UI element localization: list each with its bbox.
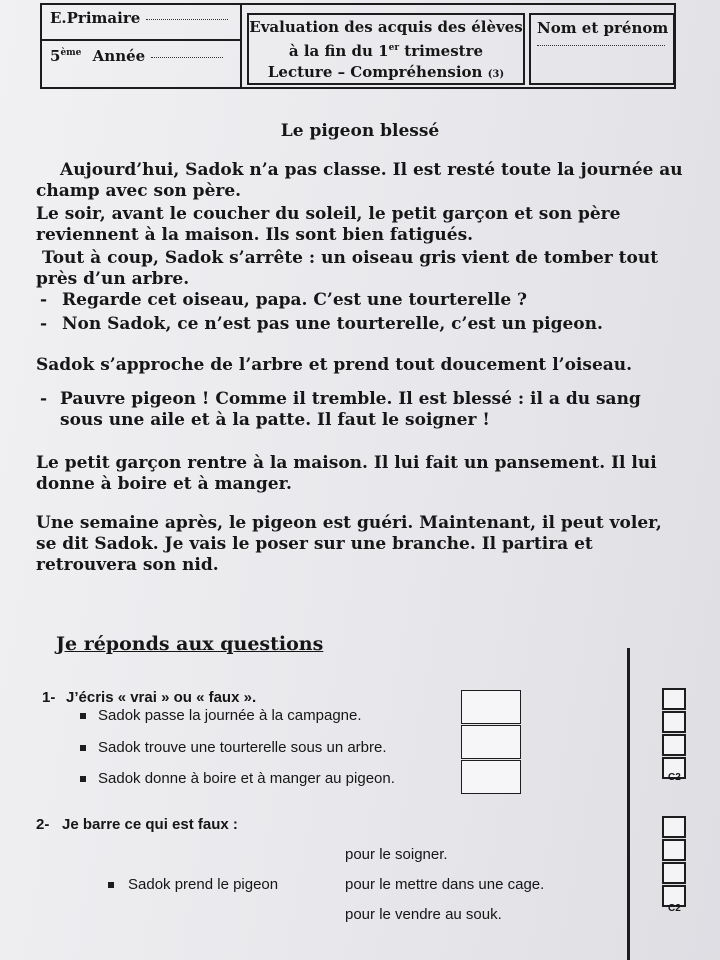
paragraph-2: Le soir, avant le coucher du soleil, le petit garçon et son père reviennent à la maison. Ils sont bien fatigués. (36, 204, 621, 245)
eval-line-2 (249, 38, 523, 62)
q2-option-3[interactable]: pour le vendre au souk. (345, 906, 502, 923)
school-label: E.Primaire (50, 9, 141, 27)
answer-box-1[interactable] (461, 690, 521, 724)
grade-label: Année (92, 47, 146, 65)
dialogue-dash: - (40, 314, 48, 334)
paragraph-4: Sadok s’approche de l’arbre et prend tout doucement l’oiseau. (36, 355, 633, 375)
grade-field[interactable] (151, 57, 223, 58)
margin-divider (627, 648, 630, 960)
answer-box-2[interactable] (461, 725, 521, 759)
name-field[interactable] (537, 45, 665, 46)
question-1-number: 1- (42, 689, 56, 706)
paragraph-6: Une semaine après, le pigeon est guéri. Maintenant, il peut voler, se dit Sadok. Je vais le poser sur une branche. Il partira et retrouvera son nid. (36, 513, 662, 575)
school-cell (42, 5, 242, 41)
question-2-title: Je barre ce qui est faux : (62, 816, 238, 833)
paragraph-5: Le petit garçon rentre à la maison. Il lui fait un pansement. Il lui donne à boire et à manger. (36, 453, 657, 494)
bullet (80, 745, 86, 751)
q2-option-2[interactable]: pour le mettre dans une cage. (345, 876, 545, 893)
q2-option-1[interactable]: pour le soigner. (345, 846, 448, 863)
dialogue-3: Pauvre pigeon ! Comme il tremble. Il est blessé : il a du sang sous une aile et à la patte. Il faut le soigner ! (60, 389, 641, 430)
criterion-label: C2 (668, 903, 681, 914)
question-1-title: J’écris « vrai » ou « faux ». (66, 689, 257, 706)
eval-line-2-start: à la fin du 1 (288, 42, 389, 60)
bullet (80, 776, 86, 782)
grade-number: 5 (50, 47, 61, 65)
criterion-label: C2 (668, 772, 681, 783)
q1-statement-3: Sadok donne à boire et à manger au pigeon. (98, 770, 395, 787)
paragraph-3: Tout à coup, Sadok s’arrête : un oiseau gris vient de tomber tout près d’un arbre. (36, 248, 659, 289)
grade-cell (42, 41, 242, 87)
grade-box[interactable] (662, 734, 686, 756)
q1-statement-1: Sadok passe la journée à la campagne. (98, 707, 362, 724)
answer-box-3[interactable] (461, 760, 521, 794)
name-cell (529, 13, 675, 85)
dialogue-2: Non Sadok, ce n’est pas une tourterelle, c’est un pigeon. (62, 314, 603, 334)
eval-number: (3) (487, 69, 505, 80)
dialogue-dash: - (40, 389, 48, 409)
eval-subject: Lecture – Compréhension (267, 63, 483, 81)
bullet (80, 713, 86, 719)
q1-statement-2: Sadok trouve une tourterelle sous un arbre. (98, 739, 387, 756)
q2-stem: Sadok prend le pigeon (128, 876, 279, 893)
evaluation-title-cell (247, 13, 525, 85)
questions-heading: Je réponds aux questions (56, 633, 324, 655)
dialogue-dash: - (40, 290, 48, 310)
story-title: Le pigeon blessé (280, 121, 440, 141)
question-2-number: 2- (36, 816, 50, 833)
bullet (108, 882, 114, 888)
dialogue-1: Regarde cet oiseau, papa. C’est une tourterelle ? (62, 290, 528, 310)
eval-line-2-end: trimestre (399, 42, 484, 60)
school-field[interactable] (146, 19, 228, 20)
grade-box[interactable] (662, 688, 686, 710)
grade-suffix: ème (60, 48, 82, 58)
paragraph-1: Aujourd’hui, Sadok n’a pas classe. Il est resté toute la journée au champ avec son père. (36, 160, 683, 201)
grade-box[interactable] (662, 816, 686, 838)
grade-box[interactable] (662, 862, 686, 884)
eval-line-2-sup: er (388, 43, 400, 53)
grade-box[interactable] (662, 711, 686, 733)
header-table (40, 3, 676, 89)
eval-line-3 (249, 62, 523, 85)
eval-line-1: Evaluation des acquis des élèves (249, 18, 523, 36)
grade-box[interactable] (662, 839, 686, 861)
name-label: Nom et prénom (537, 19, 669, 37)
